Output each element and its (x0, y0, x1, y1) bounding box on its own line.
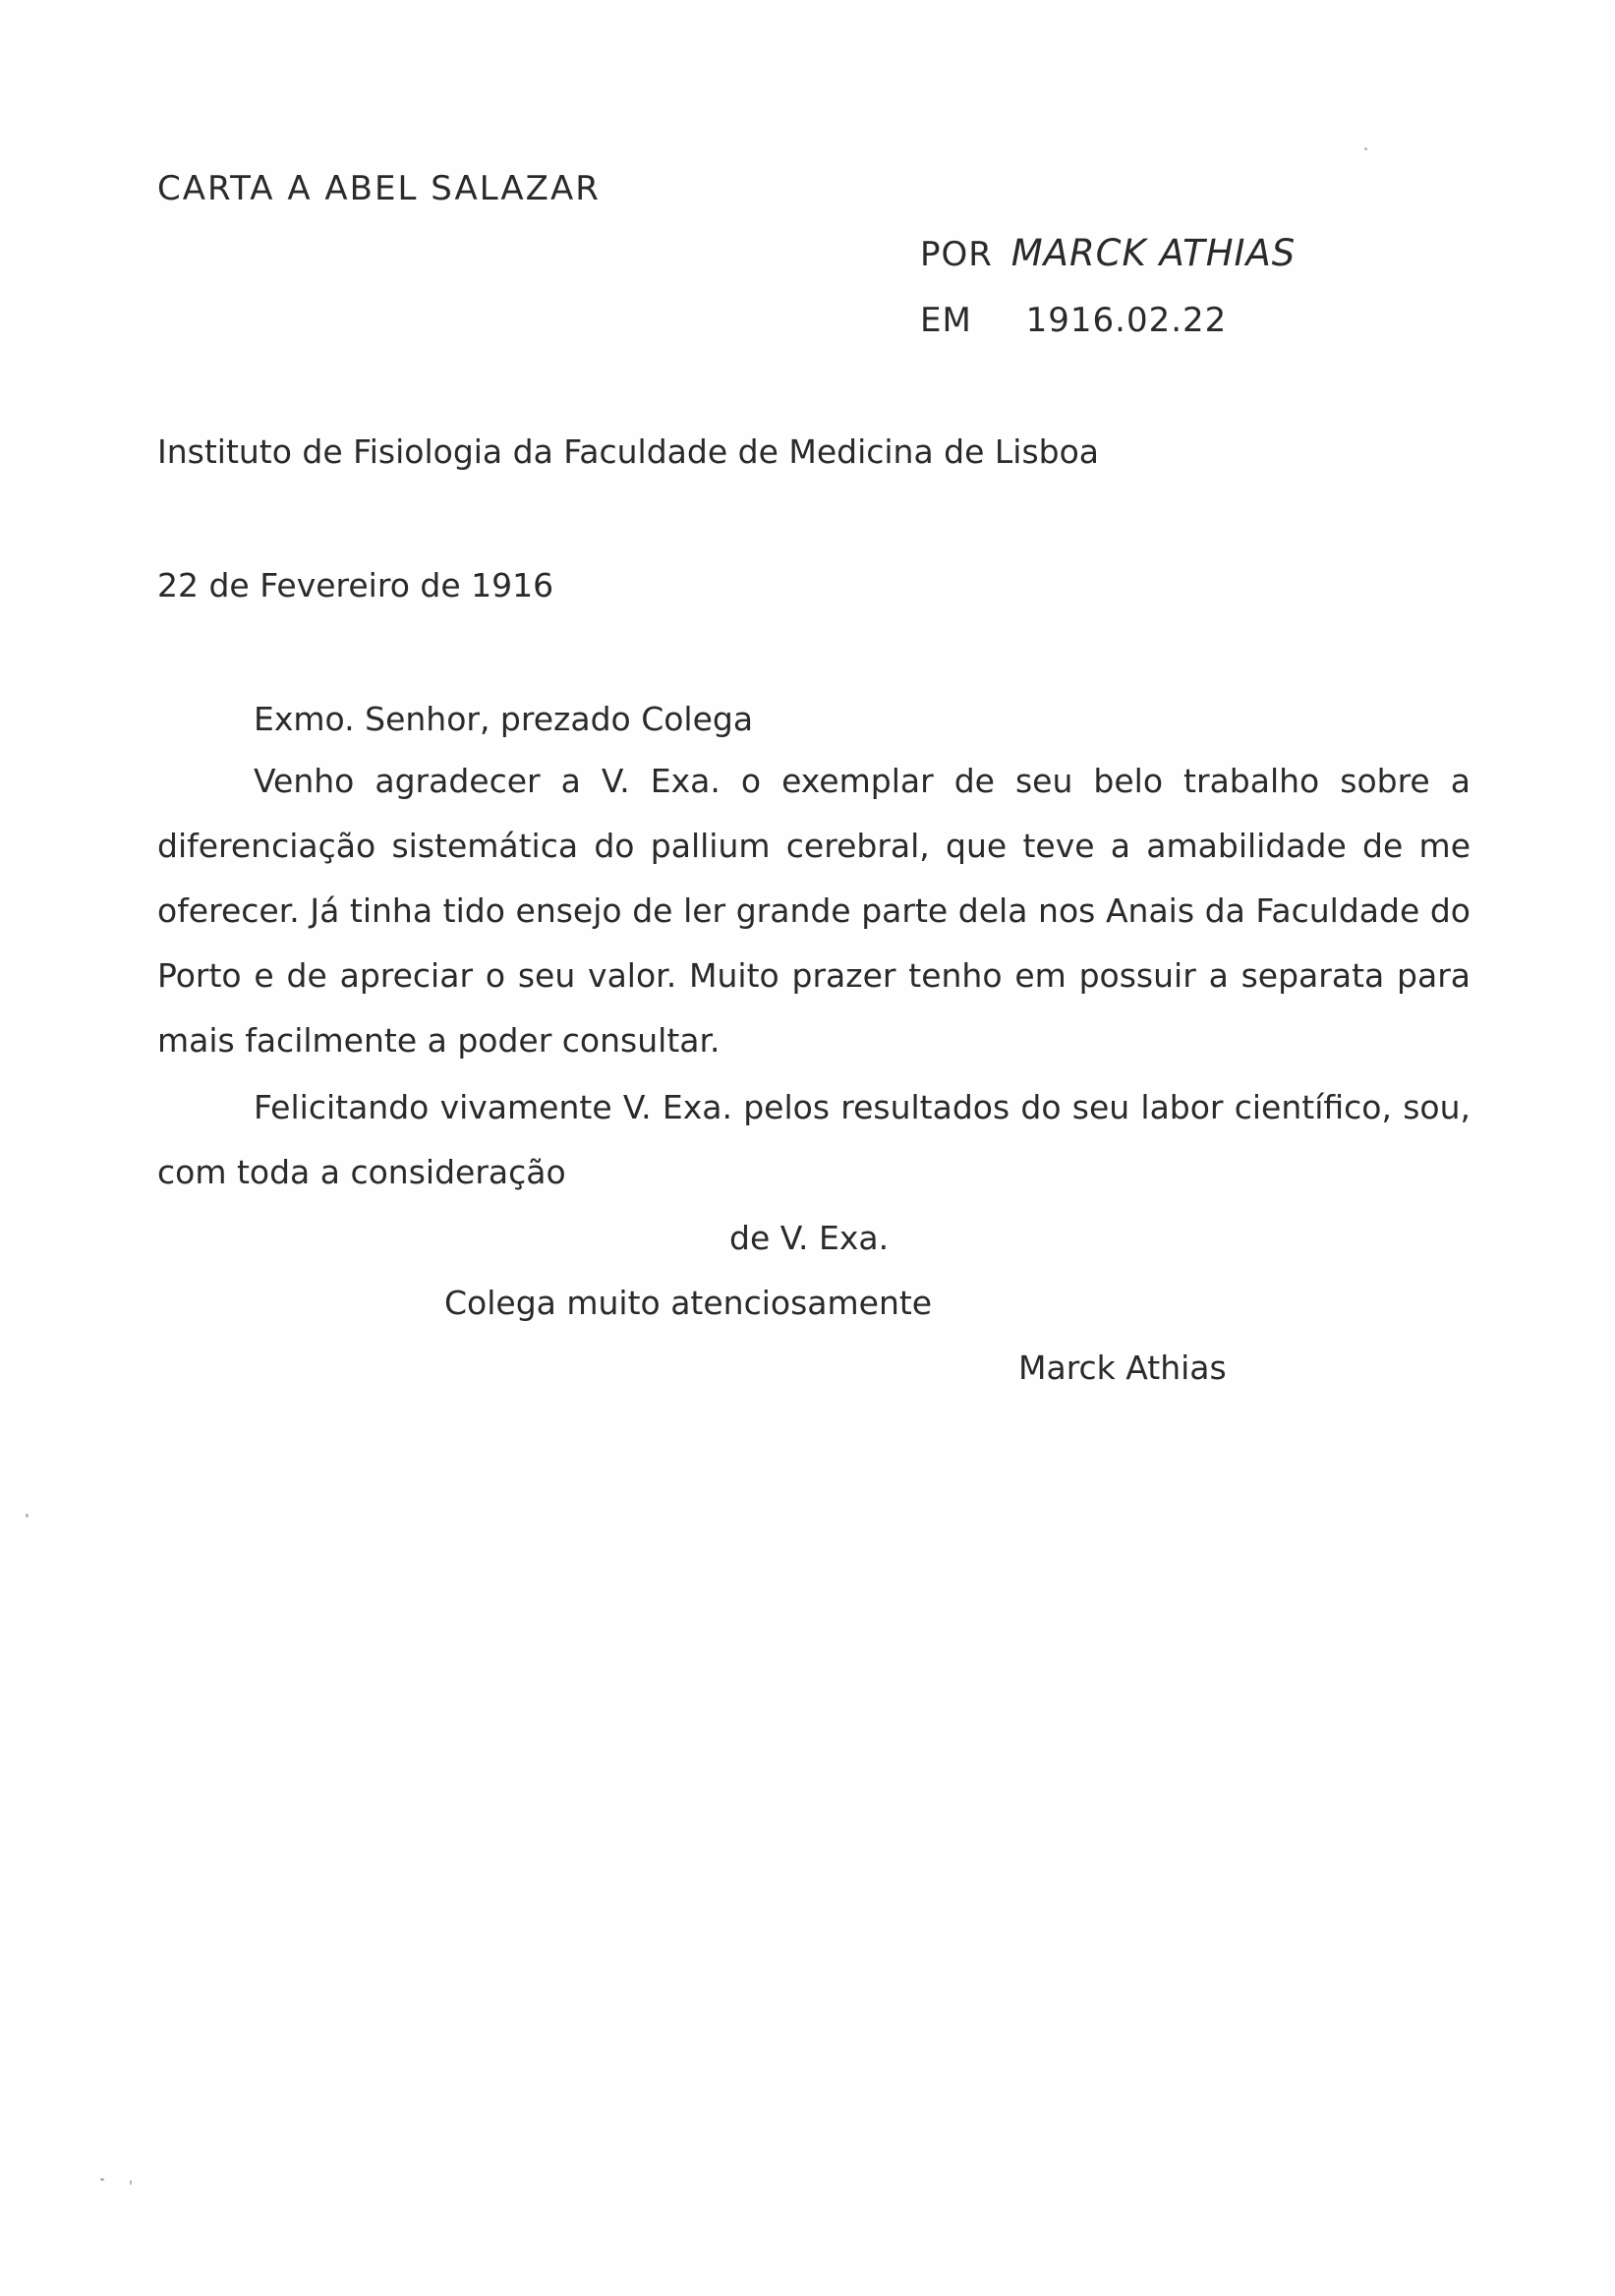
body-paragraph: Felicitando vivamente V. Exa. pelos resultados do seu labor científico, sou, com toda a consideração (157, 1088, 1471, 1191)
body-paragraph: Venho agradecer a V. Exa. o exemplar de seu belo trabalho sobre a diferenciação sistemática do pallium cerebral, que teve a amabilidade de me oferecer. Já tinha tido ensejo de ler grande parte dela nos Anais da Faculdade do Porto e de apreciar o seu valor. Muito prazer tenho em possuir a separata para mais facilmente a poder consultar. (157, 762, 1471, 1060)
salutation: Exmo. Senhor, prezado Colega (254, 700, 754, 738)
document-title: CARTA A ABEL SALAZAR (157, 169, 601, 208)
author-name: MARCK ATHIAS (1010, 232, 1297, 274)
letter-date: 22 de Fevereiro de 1916 (157, 566, 554, 604)
closing-line: Colega muito atenciosamente (444, 1284, 933, 1322)
dateline (920, 301, 1227, 340)
byline (920, 232, 1296, 274)
scan-speck (1364, 147, 1367, 150)
por-label: POR (920, 235, 993, 274)
institution-heading: Instituto de Fisiologia da Faculdade de Medicina de Lisboa (157, 432, 1100, 471)
scan-speck (100, 2178, 104, 2181)
scan-speck (130, 2180, 132, 2185)
closing-line: de V. Exa. (729, 1219, 890, 1257)
document-date: 1916.02.22 (1025, 301, 1228, 340)
signature: Marck Athias (1018, 1349, 1227, 1387)
em-label: EM (920, 301, 972, 340)
scan-speck (26, 1514, 29, 1518)
